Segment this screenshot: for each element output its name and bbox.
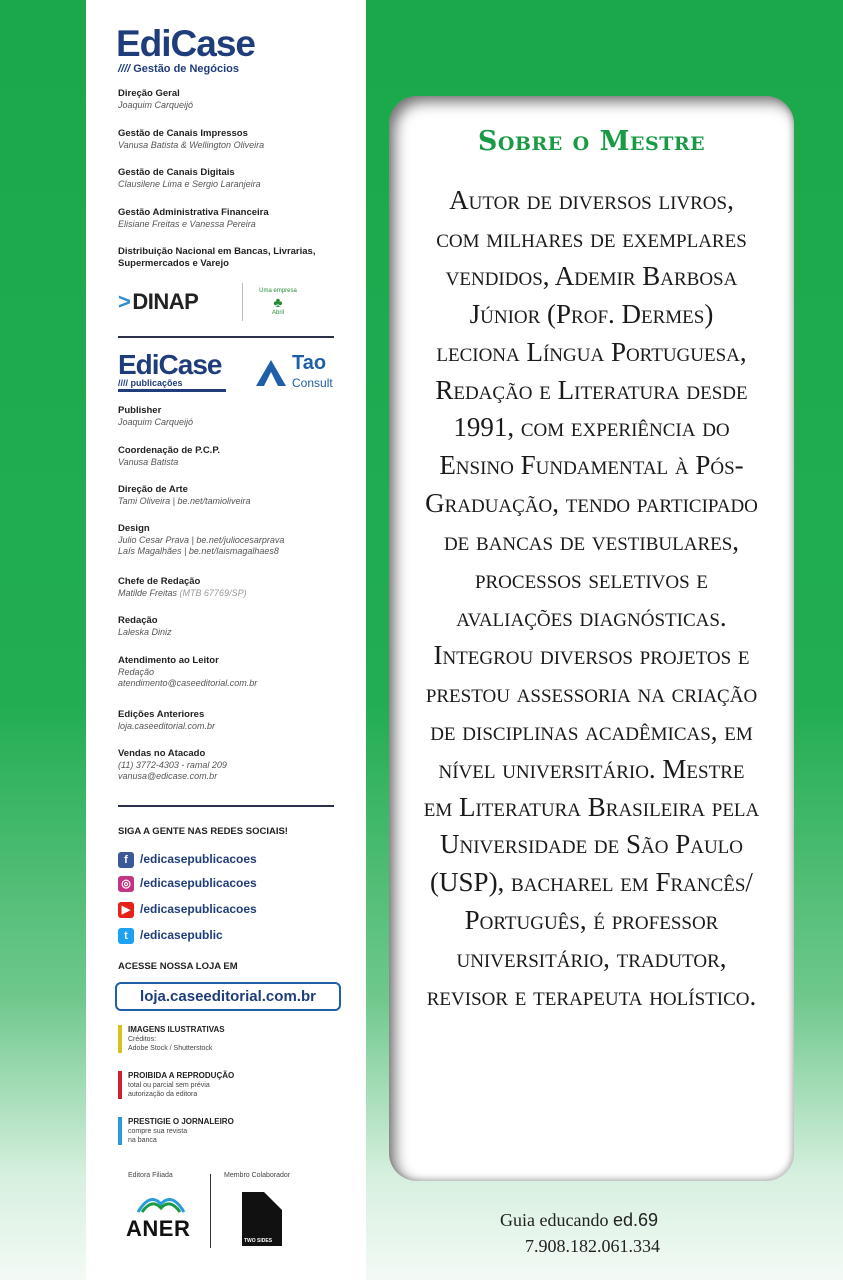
dinap-logo-row <box>118 283 338 323</box>
credit-registration: (MTB 67769/SP) <box>179 588 247 598</box>
credit-block <box>118 655 358 689</box>
credit-block <box>118 207 358 230</box>
card-line: avaliações diagnósticas. <box>456 601 727 632</box>
credit-name: Laleska Diniz <box>118 627 172 637</box>
about-card <box>389 96 794 1181</box>
card-line: nível universitário. Mestre <box>438 753 745 784</box>
social-link[interactable] <box>118 851 338 869</box>
card-line: com milhares de exemplares <box>436 222 747 253</box>
credit-block <box>118 748 358 782</box>
card-line: processos seletivos e <box>474 564 709 595</box>
affiliation-logos: Editora Filiada ANER Membro Colaborador TWO SIDES <box>118 1170 338 1255</box>
credit-name: Matilde Freitas (MTB 67769/SP) <box>118 588 247 598</box>
edicase-logo: EdiCase <box>116 23 256 64</box>
credit-block <box>118 576 358 599</box>
credit-name: Clausilene Lima e Sergio Laranjeira <box>118 179 261 189</box>
shop-heading: ACESSE NOSSA LOJA EM <box>118 961 238 972</box>
credit-block <box>118 615 358 638</box>
dinap-chevron-icon: > <box>118 289 131 314</box>
edition-line: Guia educando ed.69 <box>500 1210 659 1230</box>
shop-link[interactable]: loja.caseeditorial.com.br <box>115 982 341 1011</box>
credit-role: Gestão de Canais Digitais <box>118 167 235 178</box>
credit-name: atendimento@caseeditorial.com.br <box>118 678 258 688</box>
credit-role: Atendimento ao Leitor <box>118 655 219 666</box>
credit-name: Vanusa Batista <box>118 457 179 467</box>
credit-role: Vendas no Atacado <box>118 748 206 759</box>
edicase-publicacoes-logo: EdiCase //// publicações <box>118 350 226 392</box>
youtube-icon: ▶ <box>118 902 134 918</box>
card-line: Júnior (Prof. Dermes) <box>469 298 714 329</box>
credit-role: Direção de Arte <box>118 484 188 495</box>
card-line: de bancas de vestibulares, <box>443 526 740 557</box>
card-body <box>407 182 776 1016</box>
card-line: (USP), bacharel em Francês/ <box>430 867 753 898</box>
notice-text: compre sua revista <box>128 1128 188 1135</box>
credit-block <box>118 246 358 270</box>
section-divider <box>118 805 334 807</box>
social-link[interactable] <box>118 875 338 893</box>
credit-block <box>118 128 358 151</box>
tao-mark-icon <box>254 356 288 390</box>
facebook-icon: f <box>118 852 134 868</box>
notice-text: Adobe Stock / Shutterstock <box>128 1045 213 1052</box>
card-line: 1991, com experiência do <box>453 412 730 443</box>
divider <box>242 283 243 321</box>
notice-text: na banca <box>128 1137 157 1144</box>
notice-block <box>118 1117 318 1145</box>
credit-block <box>118 88 358 111</box>
card-line: Graduação, tendo participado <box>425 488 758 519</box>
social-handle: /edicasepublicacoes <box>140 852 257 866</box>
notice-text: Créditos: <box>128 1036 157 1043</box>
social-link[interactable] <box>118 927 338 945</box>
credit-block <box>118 445 358 468</box>
credit-block <box>118 167 358 190</box>
edicase-subtitle: //// Gestão de Negócios <box>118 63 239 75</box>
credits-sidebar <box>86 0 366 1280</box>
card-line: Integrou diversos projetos e <box>433 639 750 670</box>
credit-role: Coordenação de P.C.P. <box>118 445 221 456</box>
social-handle: /edicasepublicacoes <box>140 876 257 890</box>
social-heading: SIGA A GENTE NAS REDES SOCIAIS! <box>118 826 288 837</box>
tree-icon: ♣ <box>273 294 283 310</box>
tao-consult-logo: Tao Consult <box>254 352 344 396</box>
credit-name: Joaquim Carqueijó <box>118 100 194 110</box>
card-line: Autor de diversos livros, <box>449 185 734 215</box>
card-title: Sobre o Mestre <box>477 126 706 157</box>
card-line: vendidos, Ademir Barbosa <box>445 260 738 291</box>
card-line: revisor e terapeuta holístico. <box>426 981 757 1012</box>
card-line: Redação e Literatura desde <box>435 374 748 405</box>
credit-role: Design <box>118 523 150 534</box>
credit-name: Laís Magalhães | be.net/laismagalhaes8 <box>118 546 279 556</box>
credit-role: Publisher <box>118 405 162 416</box>
two-sides-logo: TWO SIDES <box>242 1192 282 1246</box>
notice-title: PRESTIGIE O JORNALEIRO <box>128 1117 234 1126</box>
credit-role: Redação <box>118 615 158 626</box>
credit-name: Tami Oliveira | be.net/tamioliveira <box>118 496 251 506</box>
credit-block <box>118 523 358 557</box>
notice-text: autorização da editora <box>128 1091 198 1098</box>
notice-text: total ou parcial sem prévia <box>128 1082 210 1089</box>
credit-role: Edições Anteriores <box>118 709 205 720</box>
card-line: de disciplinas acadêmicas, em <box>430 715 753 746</box>
notice-title: IMAGENS ILUSTRATIVAS <box>128 1025 225 1034</box>
credit-name: vanusa@edicase.com.br <box>118 771 218 781</box>
instagram-icon: ◎ <box>118 876 134 892</box>
credit-role: Gestão de Canais Impressos <box>118 128 248 139</box>
credit-name: (11) 3772-4303 - ramal 209 <box>118 760 227 770</box>
credit-block <box>118 709 358 732</box>
credit-role: Chefe de Redação <box>118 576 201 587</box>
aner-logo: ANER <box>126 1216 191 1241</box>
credit-name: loja.caseeditorial.com.br <box>118 721 216 731</box>
credit-name: Julio Cesar Prava | be.net/juliocesarprava <box>118 535 285 545</box>
credit-role: Direção Geral <box>118 88 180 99</box>
credit-block <box>118 484 358 507</box>
credit-name: Redação <box>118 667 155 677</box>
social-link[interactable] <box>118 901 338 919</box>
social-handle: /edicasepublic <box>140 928 223 942</box>
credit-name: Joaquim Carqueijó <box>118 417 194 427</box>
card-line: prestou assessoria na criação <box>425 677 758 708</box>
credit-name: Elisiane Freitas e Vanessa Pereira <box>118 219 256 229</box>
credit-role: Distribuição Nacional em Bancas, Livrarias, Supermercados e Varejo <box>118 246 316 269</box>
aner-mark-icon <box>136 1190 186 1214</box>
card-line: Português, é professor <box>464 905 719 936</box>
notice-block <box>118 1025 318 1053</box>
section-divider <box>118 336 334 338</box>
notice-block <box>118 1071 318 1099</box>
barcode-number: 7.908.182.061.334 <box>525 1236 660 1256</box>
twitter-icon: t <box>118 928 134 944</box>
card-line: Ensino Fundamental à Pós- <box>439 450 744 481</box>
abril-logo: Uma empresa ♣ Abril <box>259 288 297 316</box>
dinap-logo: >DINAP <box>118 289 199 314</box>
social-handle: /edicasepublicacoes <box>140 902 257 916</box>
card-line: em Literatura Brasileira pela <box>423 791 760 822</box>
credit-name: Vanusa Batista & Wellington Oliveira <box>118 140 265 150</box>
card-line: universitário, tradutor, <box>456 943 727 974</box>
credit-block <box>118 405 358 428</box>
divider <box>210 1174 211 1248</box>
credit-role: Gestão Administrativa Financeira <box>118 207 269 218</box>
card-line: Universidade de São Paulo <box>439 829 744 860</box>
notice-title: PROIBIDA A REPRODUÇÃO <box>128 1071 235 1080</box>
card-line: leciona Língua Portuguesa, <box>436 336 747 367</box>
